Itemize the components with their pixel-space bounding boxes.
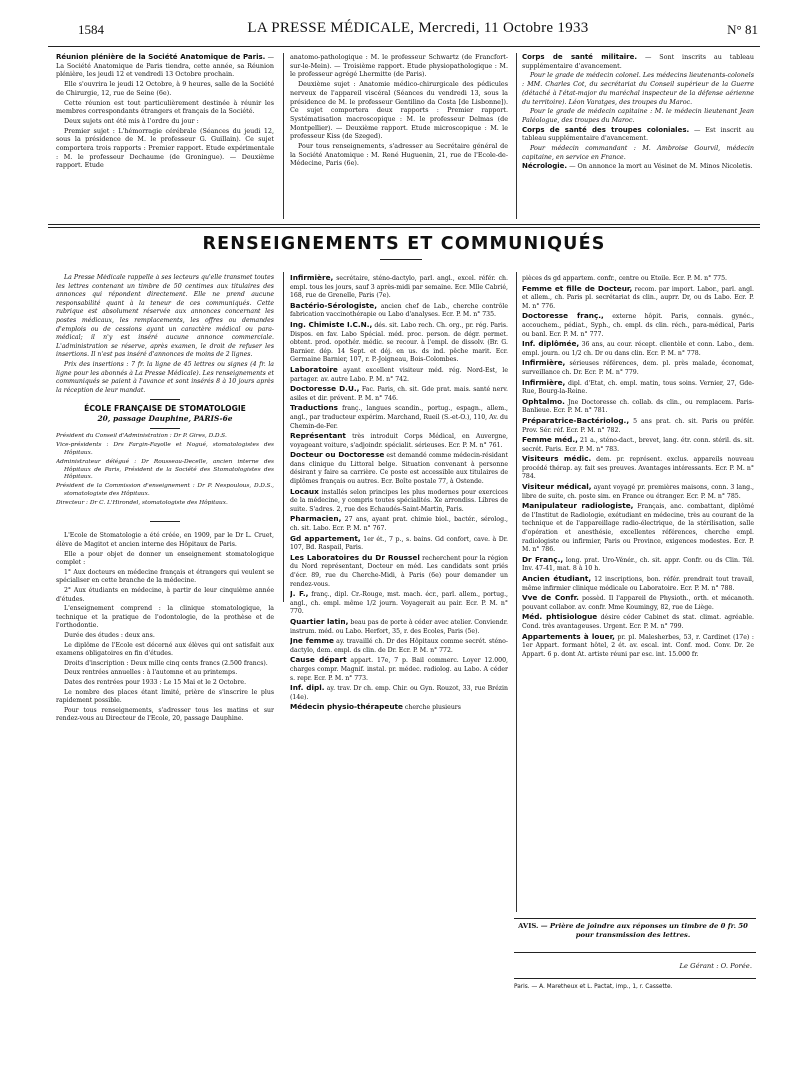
classified-ad-lead: Doctoresse D.U., <box>290 384 360 394</box>
paragraph: anatomo-pathologique : M. le professeur Schwartz (de Francfort-sur-le-Mein). — Troisième rapport. Etude physiopathologique : M. le professeur agrégé Lhermitte (de Paris). <box>290 53 508 79</box>
top-column-2 <box>290 53 508 221</box>
classified-ad <box>290 684 508 702</box>
classified-ad-text: installés selon principes les plus modernes pour exercices de la médecine, y compris toutes spécialités. Xe arrondiss. Libres de suite. S'adres. 2, rue des Echaudés-Saint-Martin, Paris. <box>290 488 508 513</box>
page-header <box>78 20 758 46</box>
classified-ad-lead: Ophtalmo. <box>522 396 565 406</box>
classified-ad-lead: Infirmière, <box>522 377 566 387</box>
staff-line: Administrateur délégué : Dr Rousseau-Decelle, ancien interne des Hôpitaux de Paris, Président de la Société des Stomatologistes des Hôpitaux. <box>56 458 274 481</box>
issue-number: N° 81 <box>727 22 758 37</box>
classified-ad-lead: Infirmière, <box>290 274 334 282</box>
classified-ad-text: franç., langues scandin., portug., espagn., allem., angl., par traducteur expérim. Marchand, Rueil (S.-et-O.), 110, Av. du Chemin-de-Fer. <box>290 405 508 430</box>
classified-ad <box>290 637 508 655</box>
classified-ad-lead: Pharmacien, <box>290 514 342 524</box>
classified-ad-text: secrétaire, sténo-dactylo, parl. angl., excel. référ. ch. empl. tous les jours, sauf 3 après-midi par semaine. Ecr. Mlle Cabrié, 168, rue de Grenelle, Paris (7e). <box>290 275 508 300</box>
classified-ad-lead: Représentant <box>290 431 346 441</box>
school-paragraph: L'Ecole de Stomatologie a été créée, en 1909, par le Dr L. Cruet, élève de Magitot et ancien interne des Hôpitaux de Paris. <box>56 532 274 549</box>
school-paragraph: Durée des études : deux ans. <box>64 632 155 640</box>
classified-ad <box>522 379 754 397</box>
staff-line: Président de la Commission d'enseignement : Dr P. Nespoulous, D.D.S., stomatologiste des Hôpitaux. <box>56 483 274 497</box>
paragraph: Premier sujet : L'hémorragie cérébrale (Séances du jeudi 12, sous la présidence de M. le professeur G. Guillain). Ce sujet comportera trois rapports : Premier rapport. Etude expérimentale : M. le professeur Dechaume (de Groningue). — Deuxième rapport. Etude <box>56 126 274 170</box>
classified-ad-text: 27 ans, ayant prat. chimie biol., bactér., sérolog., ch. sit. Labo. Ecr. P. M. n° 767. <box>290 516 508 533</box>
classified-ad-lead: Femme et fille de Docteur, <box>522 283 633 293</box>
column-divider <box>516 53 517 219</box>
classified-ad <box>290 554 508 589</box>
classified-ad-text: pr. pl. Malesherbes, 53, r. Cardinet (17e) : 1er Appart. formant hôtel, 2 ét. av. escal. int. Conf. mod. Conv. Dr. 2e Appart. 6 p. dont At. artiste réuni par esc. int. 15.000 fr. <box>522 633 754 658</box>
printer-rule <box>514 978 756 979</box>
classified-ad <box>522 312 754 339</box>
classified-ad-lead: Appartements à louer, <box>522 631 615 641</box>
notice-paragraph: La Presse Médicale rappelle à ses lecteurs qu'elle transmet toutes les lettres contenant un timbre de 50 centimes aux titulaires des annonces qui répondent directement. Elle ne prend aucune responsabilité quant à la teneur de ces communiqués. Cette rubrique est absolument réservée aux annonces concernant les postes médicaux, les remplacements, les offres ou demandes d'emplois ou de cessions ayant un caractère médical ou para-médical; il n'y est inséré aucune annonce commerciale. L'administration se réserve, après examen, le droit de refuser les insertions. Il n'est pas inséré d'annonces de moins de 2 lignes. <box>56 274 274 359</box>
classified-ad <box>290 703 508 713</box>
classified-ad-text: long. prat. Uro-Vénér., ch. sit. appr. Confr. ou ds Clin. Tél. Inv. 47-41, mat. 8 à 10 h. <box>522 556 754 573</box>
school-body <box>56 532 274 723</box>
paragraph: — La Société Anatomique de Paris tiendra, cette année, sa Réunion plénière, les jeudi 12 et vendredi 13 Octobre prochain. <box>56 53 274 79</box>
classified-ad <box>522 398 754 416</box>
classified-ad-lead: Inf. dipl. <box>290 683 325 693</box>
classified-ad-text: ayant voyagé pr. premières maisons, conn. 3 lang., libre de suite, ch. poste sim. en France ou étranger. Ecr. P. M. n° 785. <box>522 484 754 500</box>
classified-ad-text: dipl. d'Etat, ch. empl. matin, tous soins. Vernier, 27, Gde-Rue, Bourg-la-Reine. <box>522 379 754 396</box>
classified-ad-lead: Manipulateur radiologiste, <box>522 501 634 511</box>
staff-line: Vice-présidents : Drs Fargin-Fayolle et Nogué, stomatologistes des Hôpitaux. <box>56 442 274 456</box>
paragraph: Deux sujets ont été mis à l'ordre du jour : <box>64 116 199 125</box>
classified-ad-lead: Méd. phtisiologue <box>522 612 598 622</box>
classified-ad-lead: Ing. Chimiste I.C.N., <box>290 319 373 329</box>
classified-ad <box>522 274 754 284</box>
staff-line: Directeur : Dr C. L'Hirondel, stomatologiste des Hôpitaux. <box>56 499 228 506</box>
classified-ad <box>522 502 754 555</box>
classified-ad-text: ancien chef de Lab., cherche contrôle fabrication vaccinothérapie ou Labo d'analyses. Ecr. P. M. n° 735. <box>290 302 508 319</box>
gerant-line: Le Gérant : O. Porée. <box>679 962 752 970</box>
classified-ad-lead: Ancien étudiant, <box>522 574 592 583</box>
classified-ad <box>290 385 508 403</box>
classified-ad-text: ay. travaillé ch. Dr des Hôpitaux comme secrét. sténo-dactylo, dem. empl. ds clin. de Dr. Ecr. P. M. n° 772. <box>290 638 508 654</box>
classified-ad <box>290 618 508 636</box>
divider-dash <box>150 399 180 400</box>
school-address: 20, passage Dauphine, PARIS-6e <box>97 414 233 424</box>
heading-necrologie: Nécrologie. <box>522 162 568 171</box>
notice-prices: Prix des insertions : 7 fr. la ligne de 45 lettres ou signes (4 fr. la ligne pour les abonnés à La Presse Médicale). Les renseignements et communiqués se paient à l'avance et sont insérés 8 à 10 jours après la réception de leur mandat. <box>56 360 274 394</box>
classified-ad <box>522 455 754 482</box>
classified-ad-lead: Préparatrice-Bactériolog., <box>522 415 630 425</box>
school-paragraph: Deux rentrées annuelles : à l'automne et au printemps. <box>64 669 238 677</box>
page-number: 1584 <box>78 22 104 37</box>
classified-ad <box>522 633 754 660</box>
school-paragraph: Pour tous renseignements, s'adresser tous les matins et sur rendez-vous au Directeur de l'Ecole, 20, passage Dauphine. <box>56 706 274 723</box>
paragraph: Pour tous renseignements, s'adresser au Secrétaire général de la Société Anatomique : M. René Huguenin, 21, rue de l'Ecole-de-Médecine, Paris (6e). <box>290 142 508 168</box>
classified-ad-text: 21 a., sténo-dact., brevet, lang. étr. conn. stéril. ds. sit. secrét. Paris. Ecr. P. M. n° 783. <box>522 437 754 453</box>
classified-ad-lead: Locaux <box>290 486 319 496</box>
school-paragraph: Droits d'inscription : Deux mille cinq cents francs (2.500 francs). <box>64 659 268 667</box>
classified-ad <box>290 488 508 515</box>
banner-dash <box>380 259 422 260</box>
classified-ad-text: Français, anc. combattant, diplômé de l'Institut de Radiologie, exétudiant en médecine, très au courant de la technique et de l'appareillage radio-électrique, de la stérilisation, salle d'opération et anesthésie, excellentes références, cherche empl. radiologiste ou infirmier, Paris ou Province, exigences modestes. Ecr. P. M. n° 786. <box>522 503 754 554</box>
divider-dash <box>150 428 180 429</box>
paragraph: — Sont inscrits au tableau supplémentaire d'avancement. <box>522 53 754 70</box>
heading-corps-sante-militaire: Corps de santé militaire. <box>522 53 638 61</box>
classified-ad <box>290 590 508 617</box>
classified-ad <box>522 556 754 574</box>
classified-ad <box>290 366 508 384</box>
classified-ad-lead: Docteur ou Doctoresse <box>290 450 385 460</box>
classified-ad-lead: Infirmière, <box>522 358 566 368</box>
classified-ad-text: 5 ans prat. ch. sit. Paris ou préfér. Prov. Sér. réf. Ecr. P. M. n° 782. <box>522 417 754 434</box>
staff-line: Président du Conseil d'Administration : Dr P. Gires, D.D.S. <box>56 433 227 440</box>
classified-ad-text: ay. trav. Dr ch. emp. Chir. ou Gyn. Rouzot, 33, rue Brézin (14e). <box>290 685 508 701</box>
avis-rule <box>514 952 756 953</box>
classified-ad-lead: Dr Franç., <box>522 554 564 564</box>
classified-ad-text: pièces ds gd appartem. confr., centre ou Etoile. Ecr. P. M. n° 775. <box>522 275 727 282</box>
heading-troupes-coloniales: Corps de santé des troupes coloniales. <box>522 125 690 134</box>
top-column-1 <box>56 53 274 221</box>
section-banner: RENSEIGNEMENTS ET COMMUNIQUÉS <box>202 234 606 254</box>
avis-notice <box>514 922 752 940</box>
classified-ad-text: ayant excellent visiteur méd. rég. Nord-Est, le partager. av. autre Labo. P. M. n° 742. <box>290 366 508 383</box>
classified-ad <box>522 340 754 358</box>
paragraph: — Est inscrit au tableau supplémentaire d'avancement. <box>522 125 754 143</box>
classified-ad <box>290 302 508 320</box>
top-column-3 <box>522 53 754 221</box>
paragraph: Pour médecin commandant : M. Ambroise Gourvil, médecin capitaine, en service en France. <box>522 144 754 161</box>
classified-ad-lead: Laboratoire <box>290 364 338 374</box>
classified-ad-text: 36 ans, au cour. récept. clientèle et conn. Labo., dem. empl. journ. ou 1/2 ch. Dr ou dans clin. Ecr. P. M. n° 778. <box>522 341 754 357</box>
classified-ad <box>290 321 508 365</box>
classified-ad-text: 1er ét., 7 p., s. bains. Gd confort, cave. à Dr. 107, Bd. Raspail, Paris. <box>290 535 508 552</box>
classified-ad-text: possèd. Il l'appareil de Physioth., orth. et mécanoth. pouvant collabor. av. confr. Mme Koumingy, 82, rue de Liège. <box>522 595 754 611</box>
school-paragraph: 2° Aux étudiants en médecine, à partir de leur cinquième année d'études. <box>56 587 274 603</box>
classified-ad-lead: Médecin physio-thérapeute <box>290 702 403 712</box>
classified-ad <box>290 404 508 431</box>
classified-ad <box>522 594 754 612</box>
paragraph: Pour le grade de médecin capitaine : M. le médecin lieutenant Jean Paléologue, des troupes du Maroc. <box>522 107 754 124</box>
column-divider <box>283 272 284 602</box>
classified-ad <box>522 613 754 631</box>
classified-ad-lead: Vve de Confr. <box>522 593 579 603</box>
school-paragraph: Le diplôme de l'Ecole est décerné aux élèves qui ont satisfait aux examens obligatoires en fin d'études. <box>56 641 274 658</box>
classified-ad-text: dés. sit. Labo rech. Ch. org., pr. rég. Paris. Dispos. en fav. Labo Spécial. méd. proc. person. de dégr. permet. obtent. prod. opothér. médic. se recour. à l'empl. de dissolv. (Br. G. Barnier. dép. 14 Sept. et déj. en us. ds ind. pêche marit. Ecr. Germaine Barnier, 107, r. P.-Joigneau, Bois-Colombes. <box>290 321 508 364</box>
school-paragraph: Dates des rentrées pour 1933 : Le 15 Mai et le 2 Octobre. <box>64 678 247 686</box>
section-rule <box>48 227 760 228</box>
column-divider <box>516 272 517 912</box>
classified-ad-lead: Cause départ <box>290 655 347 665</box>
paragraph: Elle s'ouvrira le jeudi 12 Octobre, à 9 heures, salle de la Société de Chirurgie, 12, rue de Seine (6e). <box>56 80 274 97</box>
school-paragraph: Elle a pour objet de donner un enseignement stomatologique complet : <box>56 550 274 567</box>
section-rule <box>48 224 760 225</box>
paragraph: — On annonce la mort au Vésinet de M. Minos Nicoletis. <box>569 162 753 171</box>
classified-ad-text: est demandé comme médecin-résidant dans clinique du Littoral belge. Situation convenant à personne désirant y faire sa carrière. Ce poste est accessible aux titulaires de diplômes français ou autres. Ecr. Boîte postale 77, à Ostende. <box>290 452 508 486</box>
classified-ad-lead: Les Laboratoires du Dr Roussel <box>290 552 420 562</box>
header-rule <box>48 46 760 47</box>
classified-ad-lead: J. F., <box>290 589 309 599</box>
classified-ad-lead: Visiteurs médic. <box>522 454 592 464</box>
divider-dash <box>150 521 180 522</box>
classified-ad <box>522 575 754 593</box>
classified-ad-text: désire céder Cabinet ds stat. climat. agréable. Cond. très avantageuses. Urgent. Ecr. P. M. n° 799. <box>522 614 754 630</box>
classified-ad-text: appart. 17e, 7 p. Bail commerc. Loyer 12.000, charges compr. Magnif. instal. pr. médec. radiolog. au Labo. A céder s. repr. Ecr. P. M. n° 773. <box>290 657 508 682</box>
journal-title: LA PRESSE MÉDICALE, Mercredi, 11 Octobre 1933 <box>247 20 589 36</box>
classified-ad-text: dem. pr. représent. exclus. appareils nouveau procédé thérap. ay. fait ses preuves. Avantages intéressants. Ecr. P. M. n° 784. <box>522 456 754 481</box>
school-paragraph: Le nombre des places étant limité, prière de s'inscrire le plus rapidement possible. <box>56 688 274 705</box>
classified-ad <box>290 535 508 553</box>
printer-line: Paris. — A. Maretheux et L. Pactat, imp., 1, r. Cassette. <box>514 984 673 990</box>
classified-ad <box>290 432 508 450</box>
classified-ad-text: franç., dipl. Cr.-Rouge, mst. mach. écr., parl. allem., portug., angl., ch. empl. même 1/2 journ. Voyagerait au pair. Ecr. P. M. n° 770. <box>290 591 508 616</box>
classified-ad-text: 12 inscriptions, bon. référ. prendrait tout travail, même infirmier clinique médicale ou Laboratoire. Ecr. P. M. n° 788. <box>522 576 754 592</box>
classified-ad-text: Fac. Paris, ch. sit. Gde prat. mais. santé nerv. asiles et dir. prévent. P. M. n° 746. <box>290 386 508 402</box>
classified-ad-text: recherchent pour la région du Nord représentant, Docteur en méd. Les candidats sont priés d'écr. 89, rue du Cherche-Midi, à Paris (6e) pour demander un rendez-vous. <box>290 554 508 588</box>
classified-ad-text: recom. par import. Labor., parl. angl. et allem., ch. Paris pl. secrétariat ds clin., auprr. Dr, ou ds Labo. Ecr. P. M. n° 776. <box>522 285 754 310</box>
school-paragraph: 1° Aux docteurs en médecine français et étrangers qui veulent se spécialiser en cette branche de la médecine. <box>56 568 274 585</box>
school-staff <box>56 433 274 507</box>
classified-ad-lead: Bactério-Sérologiste, <box>290 300 377 310</box>
avis-text: — Prière de joindre aux réponses un timbre de 0 fr. 50 pour transmission des lettres. <box>538 922 748 939</box>
classified-column-3 <box>522 274 754 914</box>
paragraph: Deuxième sujet : Anatomie médico-chirurgicale des pédicules nerveux de l'appareil viscéral (Séances du vendredi 13, sous la présidence de M. le professeur Gentilino da Costa [de Lisbonne]). Ce sujet comportera deux rapports : Premier rapport. Systématisation macroscopique : M. le professeur Delmas (de Montpellier). — Deuxième rapport. Etude microscopique : M. le professeur Kiss (de Szeged). <box>290 80 508 141</box>
classified-ad-text: Jne Doctoresse ch. collab. ds clin., ou remplacem. Paris-Banlieue. Ecr. P. M. n° 781. <box>522 398 754 415</box>
classified-ad-text: cherche plusieurs <box>402 704 461 712</box>
classified-ad-lead: Femme méd., <box>522 435 578 445</box>
avis-rule <box>514 918 756 919</box>
column-divider <box>283 53 284 219</box>
classified-ad-lead: Doctoresse franç., <box>522 311 604 321</box>
classified-ad <box>522 285 754 312</box>
classified-ad <box>522 483 754 501</box>
classified-ad-lead: Traductions <box>290 403 338 413</box>
left-column <box>56 274 274 1074</box>
classified-ad-text: externe hôpit. Paris, connais. gynéc., accouchem., pédiat., Syph., ch. empl. ds clin. réch., para-médical, Paris ou banl. Ecr. P. M. n° 777. <box>522 313 754 338</box>
classified-ad-lead: Inf. diplômée, <box>522 339 580 349</box>
paragraph: Pour le grade de médecin colonel. Les médecins lieutenants-colonels : MM. Charles Cot, du secrétariat du Conseil supérieur de la Guerre (détaché à l'état-major du maréchal inspecteur de la défense aérienne du territoire). Léon Varatges, des troupes du Maroc. <box>522 71 754 106</box>
classified-column-2 <box>290 274 508 1074</box>
heading-societe-anatomique: Réunion plénière de la Société Anatomique de Paris. <box>56 53 266 61</box>
classified-ad-text: sérieuses références, dem. pl. près malade, économat, surveillance ch. Dr. Ecr. P. M. n° 779. <box>522 360 754 376</box>
avis-label: AVIS. <box>518 922 539 930</box>
classified-ad-lead: Quartier latin, <box>290 616 349 626</box>
classified-ad-lead: Gd appartement, <box>290 533 361 543</box>
classified-ad <box>522 436 754 454</box>
school-paragraph: L'enseignement comprend : la clinique stomatologique, la technique et la pratique de l'odontologie, de la prothèse et de l'orthodontie. <box>56 605 274 630</box>
classified-ad-lead: Visiteur médical, <box>522 482 592 492</box>
classified-ad <box>522 417 754 435</box>
classified-ad <box>290 274 508 301</box>
classified-ad <box>290 451 508 486</box>
classified-ad <box>522 359 754 377</box>
classified-ad-text: très introduit Corps Médical, en Auvergne, voyageant voiture, s'adjoindr. spécialit. sérieuses. Ecr. P. M. n° 761. <box>290 433 508 449</box>
classified-ad-text: beau pas de porte à céder avec atelier. Conviendr. instrum. méd. ou Labo. Herfort, 35, r. des Ecoles, Paris (5e). <box>290 618 508 635</box>
classified-ad <box>290 515 508 533</box>
school-title: ÉCOLE FRANÇAISE DE STOMATOLOGIE <box>84 404 246 414</box>
classified-ad <box>290 656 508 683</box>
paragraph: Cette réunion est tout particulièrement destinée à réunir les membres correspondants étrangers et français de la Société. <box>56 98 274 116</box>
classified-ad-lead: Jne femme <box>290 636 334 646</box>
